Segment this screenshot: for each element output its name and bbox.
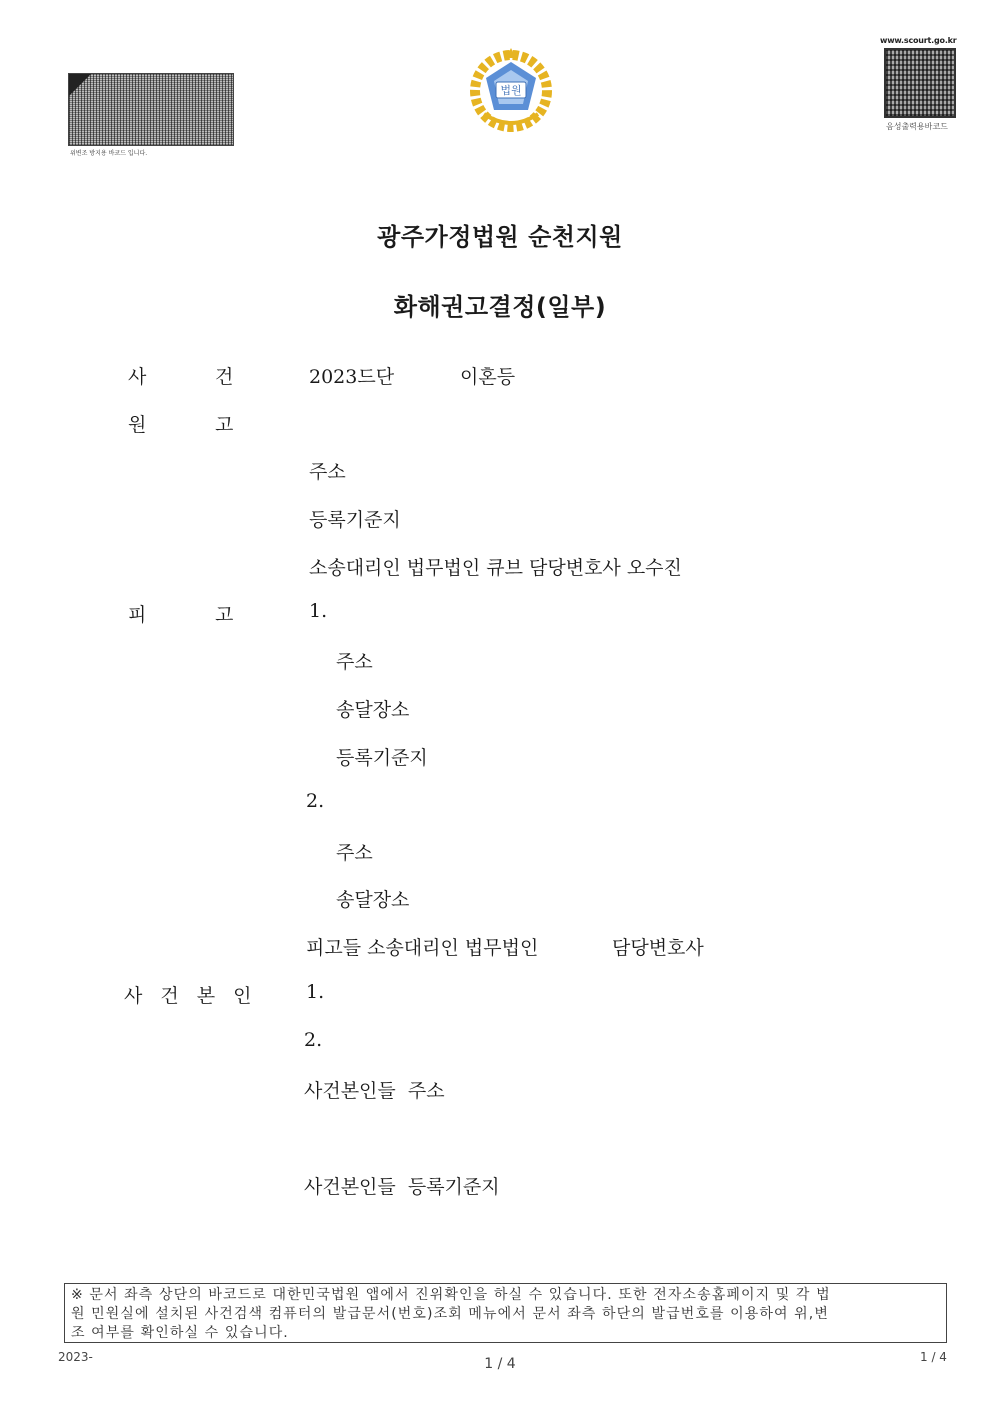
issue-number: 2023-: [58, 1350, 93, 1364]
defendant-1-number: 1.: [309, 600, 328, 622]
barcode-caption: 위변조 방지용 바코드 입니다.: [70, 150, 148, 157]
page-number-right: 1 / 4: [920, 1350, 947, 1364]
plaintiff-registration: 등록기준지: [309, 509, 401, 531]
verification-barcode: [68, 73, 234, 146]
defendant-attorney-lawyer: 담당변호사: [612, 937, 704, 959]
defendant-1-registration: 등록기준지: [336, 747, 428, 769]
voice-output-barcode: [884, 48, 956, 118]
plaintiff-label-2: 고: [215, 414, 234, 436]
defendant-1-delivery: 송달장소: [336, 699, 410, 721]
case-name: 이혼등: [460, 366, 516, 388]
defendant-2-delivery: 송달장소: [336, 889, 410, 911]
defendant-label-1: 피: [128, 604, 147, 626]
plaintiff-address: 주소: [309, 461, 346, 483]
qr-url: www.scourt.go.kr: [880, 36, 957, 45]
court-name: 광주가정법원 순천지원: [377, 223, 623, 251]
emblem-text: 법원: [500, 84, 522, 97]
notice-line-2: 원 민원실에 설치된 사건검색 컴퓨터의 발급문서(번호)조회 메뉴에서 문서 좌측 하단의 발급번호를 이용하여 위,변: [71, 1306, 829, 1322]
principal-registration: 사건본인들 등록기준지: [304, 1176, 500, 1198]
principal-address: 사건본인들 주소: [304, 1080, 445, 1102]
court-emblem: [466, 44, 556, 134]
plaintiff-label-1: 원: [128, 414, 147, 436]
case-label-2: 건: [215, 366, 234, 388]
defendant-2-address: 주소: [336, 842, 373, 864]
defendant-2-number: 2.: [306, 790, 325, 812]
principal-label: 사 건 본 인: [124, 985, 258, 1007]
principal-1-number: 1.: [306, 981, 325, 1003]
notice-line-1: ※ 문서 좌측 상단의 바코드로 대한민국법원 앱에서 진위확인을 하실 수 있습니다. 또한 전자소송홈페이지 및 각 법: [71, 1287, 831, 1303]
notice-line-3: 조 여부를 확인하실 수 있습니다.: [71, 1325, 289, 1341]
document-title: 화해권고결정(일부): [393, 293, 607, 321]
qr-caption: 음성출력용바코드: [886, 122, 948, 131]
verification-notice: [64, 1283, 947, 1343]
case-number: 2023드단: [309, 366, 395, 388]
defendant-attorney-firm: 피고들 소송대리인 법무법인: [306, 937, 539, 959]
plaintiff-attorney: 소송대리인 법무법인 큐브 담당변호사 오수진: [309, 557, 682, 579]
defendant-1-address: 주소: [336, 651, 373, 673]
case-label-1: 사: [128, 366, 147, 388]
page-number: 1 / 4: [484, 1356, 516, 1372]
defendant-label-2: 고: [215, 604, 234, 626]
principal-2-number: 2.: [304, 1029, 323, 1051]
